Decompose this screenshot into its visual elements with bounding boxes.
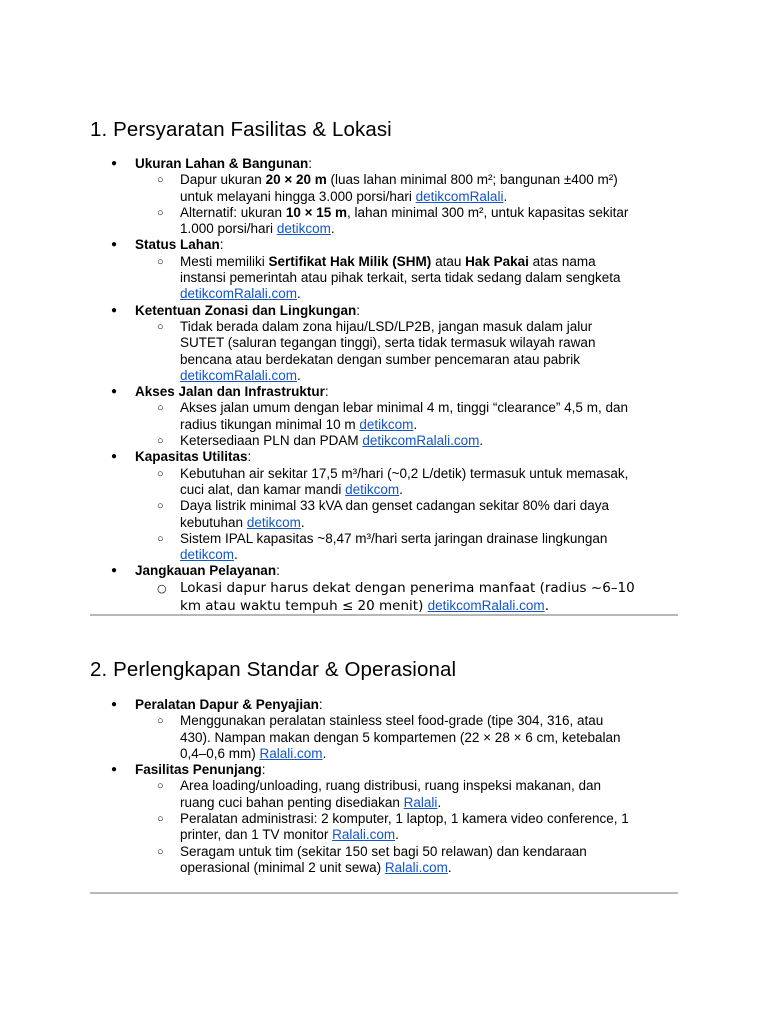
source-link[interactable]: detikcom	[276, 221, 331, 237]
list-item: ● Jangkauan Pelayanan: ○ Lokasi dapur harus dekat dengan penerima manfaat (radius ~6–10 km atau waktu tempuh ≤ 20 menit) detikcomRalali.com.	[90, 563, 690, 614]
sub-item	[135, 498, 630, 531]
source-link[interactable]: detikcomRalali.com	[180, 367, 298, 383]
sub-text: Dapur ukuran	[180, 172, 266, 188]
sub-text: (luas lahan minimal 800 m²; bangunan ±400 m²) untuk melayani hingga 3.000 porsi/hari	[180, 172, 618, 204]
item-heading: Jangkauan Pelayanan	[135, 563, 277, 579]
sub-end: .	[503, 188, 508, 204]
source-link[interactable]: detikcom	[246, 514, 301, 530]
sub-item	[135, 811, 630, 844]
sub-text: Mesti memiliki	[180, 253, 269, 269]
requirements-list	[90, 156, 690, 615]
source-link[interactable]: detikcom	[345, 481, 400, 497]
sub-text: Menggunakan peralatan stainless steel food-grade (tipe 304, 316, atau 430). Nampan makan dengan 5 kompartemen (22 × 28 × 6 cm, ketebalan 0,4–0,6 mm)	[180, 713, 621, 761]
item-heading: Ukuran Lahan & Bangunan	[135, 156, 309, 171]
item-heading: Peralatan Dapur & Penyajian	[135, 697, 319, 712]
sub-end: .	[399, 481, 403, 497]
sub-bold: Hak Pakai	[465, 253, 529, 269]
source-link[interactable]: detikcomRalali.com	[427, 597, 545, 613]
sub-item	[135, 778, 630, 811]
item-heading: Ketentuan Zonasi dan Lingkungan	[135, 302, 357, 318]
item-heading: Kapasitas Utilitas	[135, 449, 248, 465]
sub-item	[135, 172, 630, 205]
sub-end: .	[413, 416, 418, 432]
sub-end: .	[297, 367, 301, 383]
sub-text: Area loading/unloading, ruang distribusi, ruang inspeksi makanan, dan ruang cuci bahan penting disediakan	[180, 778, 602, 810]
list-item: ● Fasilitas Penunjang: ○ Area loading/unloading, ruang distribusi, ruang inspeksi makanan, dan ruang cuci bahan penting disediakan Ralali. ○ Peralatan administrasi: 2 komputer, 1 laptop, 1 kamera video conference, 1 printer, dan 1 TV monitor Ralali.com. ○ Seragam untuk tim (sekitar 150 set bagi 50 relawan) dan kendaraan operasional (minimal 2 unit sewa) Ralali.com.	[90, 762, 690, 876]
section-divider	[90, 892, 678, 894]
item-heading: Fasilitas Penunjang	[135, 762, 262, 778]
sub-end: .	[544, 597, 549, 614]
equipment-list	[90, 697, 690, 876]
sub-text: Lokasi dapur harus dekat dengan penerima manfaat (radius ~6–10 km atau waktu tempuh ≤ 20 menit)	[180, 579, 635, 614]
sub-text: Daya listrik minimal 33 kVA dan genset cadangan sekitar 80% dari daya kebutuhan	[180, 498, 609, 530]
item-heading: Status Lahan	[135, 237, 220, 253]
sub-end: .	[447, 859, 452, 875]
sub-bold: 10 × 15 m	[285, 204, 347, 220]
sub-item	[135, 319, 630, 384]
source-link[interactable]: detikcom	[180, 547, 235, 563]
sub-text: atas nama instansi pemerintah atau pihak terkait, serta tidak sedang dalam sengketa	[180, 253, 621, 286]
sub-item	[135, 205, 630, 238]
sub-text: Tidak berada dalam zona hijau/LSD/LP2B, jangan masuk dalam jalur SUTET (saluran tegangan tinggi), serta tidak termasuk wilayah rawan bencana atau berdekatan dengan sumber pencemaran atau pabrik	[180, 318, 596, 367]
list-item: ● Peralatan Dapur & Penyajian: ○ Menggunakan peralatan stainless steel food-grade (tipe 304, 316, atau 430). Nampan makan dengan 5 kompartemen (22 × 28 × 6 cm, ketebalan 0,4–0,6 mm) Ralali.com.	[90, 697, 690, 762]
sub-text: , lahan minimal 300 m², untuk kapasitas sekitar 1.000 porsi/hari	[180, 204, 629, 237]
sub-text: Alternatif: ukuran	[180, 204, 286, 220]
source-link[interactable]: detikcomRalali	[415, 188, 504, 204]
sub-bold: Sertifikat Hak Milik (SHM)	[268, 253, 432, 269]
sub-item	[135, 531, 630, 564]
sub-bold: 20 × 20 m	[265, 172, 327, 188]
list-item: ● Akses Jalan dan Infrastruktur: ○ Akses jalan umum dengan lebar minimal 4 m, tinggi “clearance” 4,5 m, dan radius tikungan minimal 10 m detikcom. ○ Ketersediaan PLN dan PDAM detikcomRalali.com.	[90, 384, 690, 449]
sub-end: .	[479, 433, 484, 449]
sub-item	[135, 844, 630, 877]
sub-item	[135, 254, 630, 303]
sub-end: .	[300, 514, 305, 530]
source-link[interactable]: Ralali.com	[332, 827, 396, 843]
sub-end: .	[297, 286, 301, 302]
source-link[interactable]: detikcomRalali.com	[180, 286, 298, 302]
sub-item	[135, 433, 630, 449]
sub-item	[135, 400, 630, 433]
section-divider	[90, 614, 678, 616]
sub-text: Ketersediaan PLN dan PDAM	[180, 433, 363, 449]
source-link[interactable]: detikcomRalali.com	[362, 433, 480, 449]
source-link[interactable]: detikcom	[359, 416, 414, 432]
section-title: 1. Persyaratan Fasilitas & Lokasi	[90, 118, 392, 141]
sub-text: Peralatan administrasi: 2 komputer, 1 laptop, 1 kamera video conference, 1 printer, dan 1 TV monitor	[180, 811, 629, 843]
sub-end: .	[330, 221, 335, 237]
sub-item	[135, 580, 640, 615]
sub-end: .	[234, 547, 238, 563]
source-link[interactable]: Ralali.com	[384, 859, 448, 875]
sub-end: .	[395, 827, 399, 843]
source-link[interactable]: Ralali.com	[259, 745, 323, 761]
sub-text: atau	[431, 253, 466, 269]
sub-item	[135, 713, 630, 762]
sub-text: Sistem IPAL kapasitas ~8,47 m³/hari serta jaringan drainase lingkungan	[180, 530, 608, 546]
sub-text: Akses jalan umum dengan lebar minimal 4 m, tinggi “clearance” 4,5 m, dan radius tikungan minimal 10 m	[180, 400, 628, 432]
item-heading: Akses Jalan dan Infrastruktur	[135, 384, 325, 400]
source-link[interactable]: Ralali	[403, 794, 438, 810]
sub-text: Kebutuhan air sekitar 17,5 m³/hari (~0,2 L/detik) termasuk untuk memasak, cuci alat, dan kamar mandi	[180, 465, 629, 497]
sub-item	[135, 466, 630, 499]
list-item: ● Ketentuan Zonasi dan Lingkungan: ○ Tidak berada dalam zona hijau/LSD/LP2B, jangan masuk dalam jalur SUTET (saluran tegangan tinggi), serta tidak termasuk wilayah rawan bencana atau berdekatan dengan sumber pencemaran atau pabrik detikcomRalali.com.	[90, 303, 690, 384]
section-title: 2. Perlengkapan Standar & Operasional	[90, 658, 457, 681]
sub-end: .	[322, 745, 327, 761]
sub-text: Seragam untuk tim (sekitar 150 set bagi 50 relawan) dan kendaraan operasional (minimal 2 unit sewa)	[180, 843, 587, 875]
list-item: ● Kapasitas Utilitas: ○ Kebutuhan air sekitar 17,5 m³/hari (~0,2 L/detik) termasuk untuk memasak, cuci alat, dan kamar mandi detikcom. ○ Daya listrik minimal 33 kVA dan genset cadangan sekitar 80% dari daya kebutuhan detikcom. ○ Sistem IPAL kapasitas ~8,47 m³/hari serta jaringan drainase lingkungan detikcom.	[90, 449, 690, 563]
list-item: ● Status Lahan: ○ Mesti memiliki Sertifikat Hak Milik (SHM) atau Hak Pakai atas nama instansi pemerintah atau pihak terkait, serta tidak sedang dalam sengketa detikcomRalali.com.	[90, 237, 690, 302]
sub-end: .	[437, 794, 442, 810]
list-item: ● Ukuran Lahan & Bangunan: ○ Dapur ukuran 20 × 20 m (luas lahan minimal 800 m²; bangunan ±400 m²) untuk melayani hingga 3.000 porsi/hari detikcomRalali. ○ Alternatif: ukuran 10 × 15 m, lahan minimal 300 m², untuk kapasitas sekitar 1.000 porsi/hari detikcom.	[90, 156, 690, 237]
